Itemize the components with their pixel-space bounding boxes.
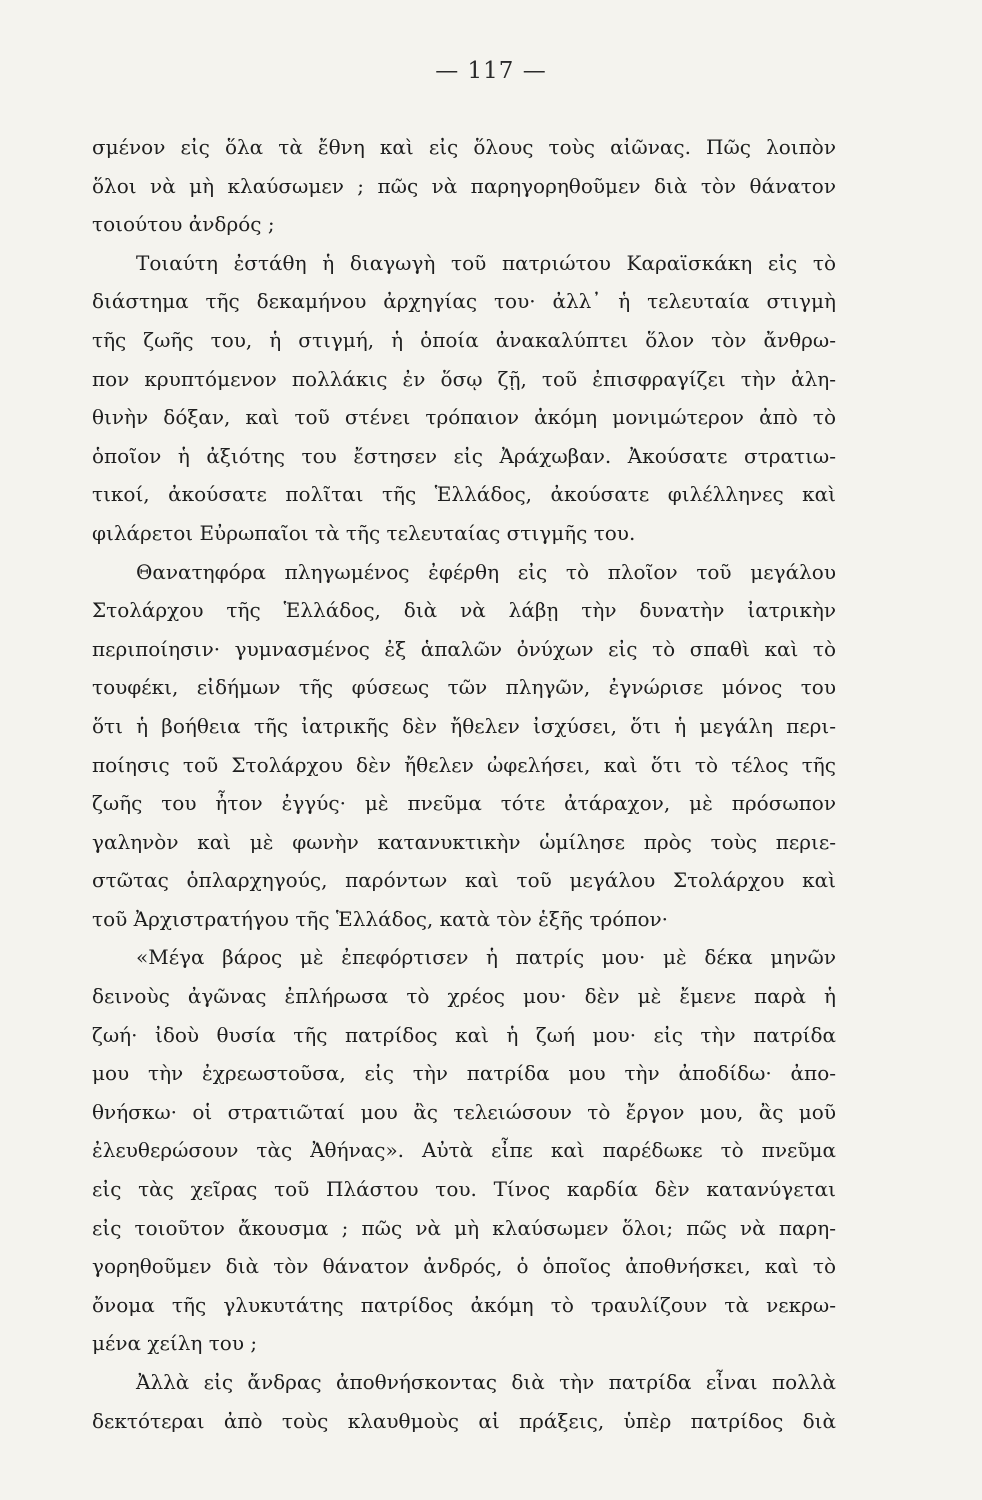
text-line: τοῦ Ἀρχιστρατήγου τῆς Ἑλλάδος, κατὰ τὸν ἑξῆς τρόπον· — [92, 906, 669, 931]
text-line: σμένον εἰς ὅλα τὰ ἔθνη καὶ εἰς ὅλους τοὺς αἰῶνας. Πῶς λοιπὸν — [92, 135, 836, 159]
text-line: τικοί, ἀκούσατε πολῖται τῆς Ἑλλάδος, ἀκούσατε φιλέλληνες καὶ — [92, 482, 836, 507]
text-line: ὄνομα τῆς γλυκυτάτης πατρίδος ἀκόμη τὸ τραυλίζουν τὰ νεκρω- — [92, 1292, 836, 1317]
text-line: Στολάρχου τῆς Ἑλλάδος, διὰ νὰ λάβῃ τὴν δυνατὴν ἰατρικὴν — [92, 598, 836, 623]
text-line: μένα χείλη του ; — [92, 1331, 258, 1356]
text-line: γορηθοῦμεν διὰ τὸν θάνατον ἀνδρός, ὁ ὁποῖος ἀποθνήσκει, καὶ τὸ — [92, 1254, 836, 1279]
text-line: τοιούτου ἀνδρός ; — [92, 212, 275, 237]
text-line: τῆς ζωῆς του, ἡ στιγμή, ἡ ὁποία ἀνακαλύπτει ὅλον τὸν ἄνθρω- — [92, 327, 836, 352]
text-line: ὅτι ἡ βοήθεια τῆς ἰατρικῆς δὲν ἤθελεν ἰσχύσει, ὅτι ἡ μεγάλη περι- — [92, 713, 836, 738]
text-line: διάστημα τῆς δεκαμήνου ἀρχηγίας του· ἀλλ᾿ ἡ τελευταία στιγμὴ — [92, 289, 836, 314]
text-line: ἐλευθερώσουν τὰς Ἀθήνας». Αὐτὰ εἶπε καὶ παρέδωκε τὸ πνεῦμα — [92, 1138, 836, 1163]
text-line: Ἀλλὰ εἰς ἄνδρας ἀποθνήσκοντας διὰ τὴν πατρίδα εἶναι πολλὰ — [136, 1370, 836, 1394]
paragraph-3 — [92, 553, 836, 939]
text-line: δεινοὺς ἀγῶνας ἐπλήρωσα τὸ χρέος μου· δὲν μὲ ἔμενε παρὰ ἡ — [92, 984, 836, 1009]
text-line: πον κρυπτόμενον πολλάκις ἐν ὅσῳ ζῇ, τοῦ ἐπισφραγίζει τὴν ἀλη- — [92, 366, 836, 391]
text-line: ζωῆς του ἦτον ἐγγύς· μὲ πνεῦμα τότε ἀτάραχον, μὲ πρόσωπον — [92, 791, 836, 816]
text-line: φιλάρετοι Εὐρωπαῖοι τὰ τῆς τελευταίας στιγμῆς του. — [92, 520, 636, 545]
body-text — [92, 128, 836, 1440]
text-line: ζωή· ἰδοὺ θυσία τῆς πατρίδος καὶ ἡ ζωή μου· εἰς τὴν πατρίδα — [92, 1022, 836, 1047]
text-line: θινὴν δόξαν, καὶ τοῦ στένει τρόπαιον ἀκόμη μονιμώτερον ἀπὸ τὸ — [92, 405, 836, 430]
text-line: «Μέγα βάρος μὲ ἐπεφόρτισεν ἡ πατρίς μου· μὲ δέκα μηνῶν — [136, 945, 836, 970]
text-line: γαληνὸν καὶ μὲ φωνὴν κατανυκτικὴν ὡμίλησε πρὸς τοὺς περιε- — [92, 829, 836, 854]
text-line: εἰς τοιοῦτον ἄκουσμα ; πῶς νὰ μὴ κλαύσωμεν ὅλοι; πῶς νὰ παρη- — [92, 1215, 836, 1240]
page-number: — 117 — — [435, 58, 547, 84]
paragraph-2 — [92, 244, 836, 553]
text-line: ὁποῖον ἡ ἀξιότης του ἔστησεν εἰς Ἀράχωβαν. Ἀκούσατε στρατιω- — [92, 443, 836, 468]
text-line: περιποίησιν· γυμνασμένος ἐξ ἁπαλῶν ὀνύχων εἰς τὸ σπαθὶ καὶ τὸ — [92, 636, 836, 661]
text-line: ποίησις τοῦ Στολάρχου δὲν ἤθελεν ὠφελήσει, καὶ ὅτι τὸ τέλος τῆς — [92, 752, 836, 777]
paragraph-1 — [92, 128, 836, 244]
text-line: μου τὴν ἐχρεωστοῦσα, εἰς τὴν πατρίδα μου τὴν ἀποδίδω· ἀπο- — [92, 1061, 836, 1086]
paragraph-5 — [92, 1363, 836, 1440]
text-line: ὅλοι νὰ μὴ κλαύσωμεν ; πῶς νὰ παρηγορηθοῦμεν διὰ τὸν θάνατον — [92, 173, 836, 198]
text-line: Θανατηφόρα πληγωμένος ἐφέρθη εἰς τὸ πλοῖον τοῦ μεγάλου — [136, 559, 836, 584]
text-line: θνήσκω· οἱ στρατιῶταί μου ἂς τελειώσουν τὸ ἔργον μου, ἂς μοῦ — [92, 1099, 836, 1124]
paragraph-4 — [92, 938, 836, 1363]
text-line: τουφέκι, εἰδήμων τῆς φύσεως τῶν πληγῶν, ἐγνώρισε μόνος του — [92, 675, 836, 700]
text-line: στῶτας ὁπλαρχηγούς, παρόντων καὶ τοῦ μεγάλου Στολάρχου καὶ — [92, 868, 836, 893]
text-line: Τοιαύτη ἐστάθη ἡ διαγωγὴ τοῦ πατριώτου Καραϊσκάκη εἰς τὸ — [136, 250, 836, 275]
text-line: εἰς τὰς χεῖρας τοῦ Πλάστου του. Τίνος καρδία δὲν κατανύγεται — [92, 1177, 836, 1202]
text-line: δεκτότεραι ἀπὸ τοὺς κλαυθμοὺς αἱ πράξεις, ὑπὲρ πατρίδος διὰ — [92, 1408, 836, 1433]
